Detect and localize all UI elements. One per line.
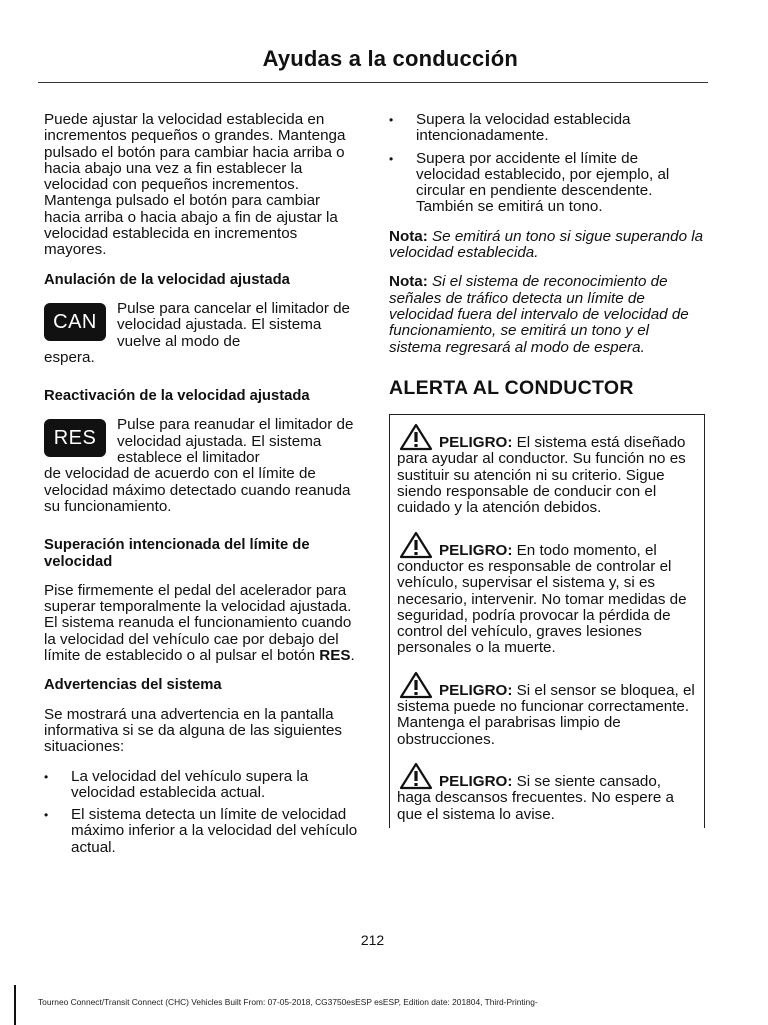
- resume-row: [44, 417, 358, 515]
- intro-paragraph: Puede ajustar la velocidad establecida en incrementos pequeños o grandes. Mantenga pulsado el botón para cambiar hacia arriba o hacia abajo una vez a fin establecer la velocidad con pequeños incrementos. Mantenga pulsado el botón para cambiar hacia arriba o hacia abajo a fin de ajustar la velocidad establecida en incrementos mayores.: [44, 111, 346, 259]
- note-1: [389, 229, 705, 262]
- warning-label: PELIGRO:: [439, 772, 513, 790]
- warning-box: [389, 414, 705, 828]
- override-end: .: [350, 647, 355, 665]
- cancel-heading: Anulación de la velocidad ajustada: [44, 271, 290, 288]
- header-divider: [38, 82, 708, 83]
- resume-heading: Reactivación de la velocidad ajustada: [44, 388, 310, 405]
- left-bullet-list: [44, 769, 358, 856]
- page-header-title: Ayudas a la conducción: [262, 46, 518, 71]
- resume-description-cont: de velocidad de acuerdo con el límite de velocidad máximo detectado cuando reanuda su funcionamiento.: [44, 465, 351, 515]
- right-column: [389, 112, 705, 828]
- cancel-description: Pulse para cancelar el limitador de velocidad ajustada. El sistema vuelve al modo de: [117, 299, 350, 350]
- note-text: Se emitirá un tono si sigue superando la velocidad establecida.: [389, 227, 704, 262]
- override-res-label: RES: [319, 647, 351, 665]
- warning-text: Si se siente cansado, haga descansos frecuentes. No espere a que el sistema lo avise.: [397, 772, 674, 823]
- note-label: Nota:: [389, 227, 428, 245]
- note-label: Nota:: [389, 273, 428, 291]
- warning-item: [397, 423, 696, 516]
- warnings-heading: Advertencias del sistema: [44, 677, 222, 694]
- warning-triangle-icon: [399, 423, 433, 451]
- override-text: Pise firmemente el pedal del acelerador para superar temporalmente la velocidad ajustada. El sistema reanuda el funcionamiento cuando la velocidad del vehículo cae por debajo del límite de establecido o al pulsar el botón: [44, 581, 352, 665]
- can-button-icon: CAN: [44, 303, 106, 341]
- page-number: 212: [360, 932, 385, 948]
- section-title: ALERTA AL CONDUCTOR: [389, 376, 634, 399]
- left-column: [44, 112, 358, 869]
- note-text: Si el sistema de reconocimiento de señales de tráfico detecta un límite de velocidad fuera del intervalo de velocidad de funcionamiento, se emitirá un tono y el sistema regresará al modo de espera.: [389, 273, 689, 356]
- resume-description: Pulse para reanudar el limitador de velocidad ajustada. El sistema establece el limitador: [117, 416, 354, 467]
- warning-text: El sistema está diseñado para ayudar al conductor. Su función no es sustituir su atención ni su criterio. Sigue siendo responsable de conducir con el cuidado y la atención debidos.: [397, 434, 686, 517]
- list-item: • Supera por accidente el límite de velocidad establecido, por ejemplo, al circular en pendiente descendente. También se emitirá un tono.: [389, 151, 705, 216]
- warning-item: [397, 671, 696, 748]
- footer-text: Tourneo Connect/Transit Connect (CHC) Vehicles Built From: 07-05-2018, CG3750esESP esESP, Edition date: 201804, Third-Printing-: [38, 997, 538, 1007]
- res-button-icon: RES: [44, 419, 106, 457]
- warning-text: Si el sensor se bloquea, el sistema puede no funcionar correctamente. Mantenga el parabrisas limpio de obstrucciones.: [397, 681, 695, 748]
- warning-triangle-icon: [399, 531, 433, 559]
- crop-mark: [14, 985, 16, 1025]
- override-paragraph: [44, 583, 358, 664]
- cancel-row: [44, 301, 358, 366]
- note-2: [389, 274, 705, 355]
- warning-label: PELIGRO:: [439, 681, 513, 699]
- warnings-paragraph: Se mostrará una advertencia en la pantalla informativa si se da alguna de las siguientes situaciones:: [44, 705, 343, 756]
- warning-label: PELIGRO:: [439, 434, 513, 452]
- list-item: • La velocidad del vehículo supera la velocidad establecida actual.: [44, 769, 358, 802]
- warning-label: PELIGRO:: [439, 541, 513, 559]
- right-bullet-list: [389, 112, 705, 216]
- warning-item: [397, 531, 696, 657]
- list-item: • Supera la velocidad establecida intencionadamente.: [389, 112, 705, 145]
- warning-triangle-icon: [399, 671, 433, 699]
- cancel-description-cont: espera.: [44, 348, 95, 366]
- list-item: • El sistema detecta un límite de velocidad máximo inferior a la velocidad del vehículo actual.: [44, 807, 358, 856]
- warning-text: En todo momento, el conductor es responsable de controlar el vehículo, supervisar el sistema y, si es necesario, intervenir. No tomar medidas de seguridad, podría provocar la pérdida de control del vehículo, graves lesiones personales o la muerte.: [397, 541, 687, 657]
- warning-item: [397, 762, 696, 823]
- warning-triangle-icon: [399, 762, 433, 790]
- override-heading: Superación intencionada del límite de velocidad: [44, 537, 310, 570]
